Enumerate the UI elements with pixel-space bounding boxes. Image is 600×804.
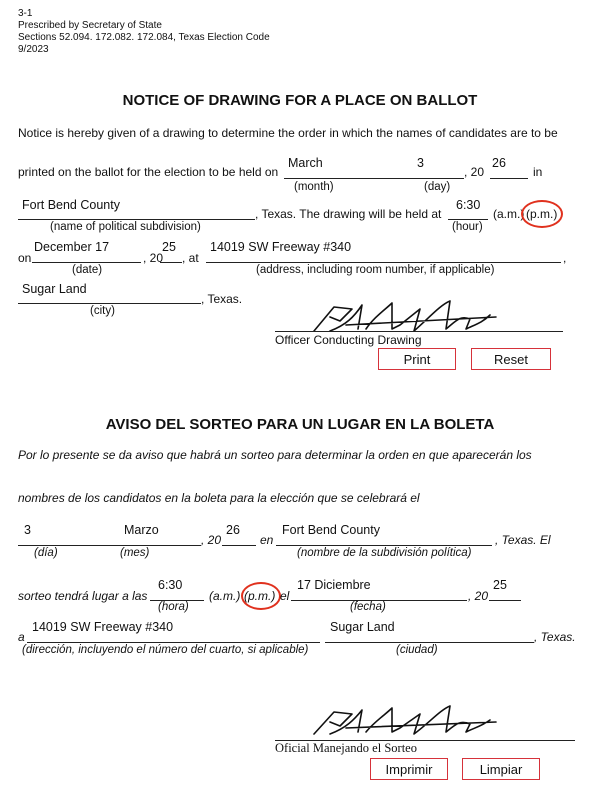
- pm-option[interactable]: (p.m.): [526, 207, 558, 221]
- spanish-month-label: (mes): [120, 547, 150, 559]
- english-comma-20: , 20: [464, 165, 485, 179]
- spanish-date-20: , 20: [468, 589, 489, 603]
- spanish-pm-selected-circle: [241, 582, 281, 610]
- imprimir-button[interactable]: Imprimir: [370, 758, 448, 780]
- spanish-date-label: (fecha): [350, 601, 386, 613]
- english-texas-drawing-text: , Texas. The drawing will be held at: [255, 207, 442, 221]
- spanish-a-text: a: [18, 630, 25, 644]
- spanish-date-year-field[interactable]: 25: [493, 578, 507, 592]
- spanish-en-text: en: [260, 533, 274, 547]
- month-label: (month): [294, 181, 334, 193]
- english-texas-end: , Texas.: [201, 292, 243, 306]
- english-address-comma: ,: [563, 251, 567, 265]
- date-label: (date): [72, 264, 103, 276]
- spanish-month-field[interactable]: Marzo: [124, 523, 159, 537]
- election-day-field[interactable]: 3: [417, 156, 424, 170]
- spanish-pm-option[interactable]: (p.m.): [244, 589, 276, 603]
- form-number: 3-1: [18, 8, 33, 19]
- spanish-address-field[interactable]: 14019 SW Freeway #340: [32, 620, 174, 634]
- english-address-field[interactable]: 14019 SW Freeway #340: [210, 240, 352, 254]
- spanish-city-field[interactable]: Sugar Land: [330, 620, 395, 634]
- officer-caption: Officer Conducting Drawing: [275, 333, 422, 347]
- spanish-hour-field[interactable]: 6:30: [158, 578, 183, 592]
- spanish-sorteo-text: sorteo tendrá lugar a las: [18, 589, 148, 603]
- pm-selected-circle: [521, 200, 563, 228]
- english-in-text: in: [533, 165, 543, 179]
- spanish-year-field[interactable]: 26: [226, 523, 240, 537]
- english-date-year-field[interactable]: 25: [162, 240, 176, 254]
- spanish-intro2: nombres de los candidatos en la boleta para la elección que se celebrará el: [18, 491, 420, 505]
- spanish-city-label: (ciudad): [396, 644, 438, 656]
- print-button[interactable]: Print: [378, 348, 456, 370]
- revision-date: 9/2023: [18, 44, 49, 55]
- english-hour-field[interactable]: 6:30: [456, 198, 481, 212]
- city-label: (city): [90, 305, 115, 317]
- english-date-20: , 20: [143, 251, 164, 265]
- english-title: NOTICE OF DRAWING FOR A PLACE ON BALLOT: [122, 92, 478, 109]
- english-on-text: on: [18, 251, 32, 265]
- subdivision-label: (name of political subdivision): [50, 221, 201, 233]
- english-at-text: , at: [182, 251, 199, 265]
- spanish-am-option[interactable]: (a.m.): [209, 589, 241, 603]
- spanish-day-label: (día): [34, 547, 58, 559]
- english-date-field[interactable]: December 17: [34, 240, 110, 254]
- oficial-signature: [300, 702, 500, 742]
- prescribed-by: Prescribed by Secretary of State: [18, 20, 162, 31]
- election-year-field[interactable]: 26: [492, 156, 506, 170]
- english-intro: Notice is hereby given of a drawing to determine the order in which the names of candidates are to be: [18, 126, 558, 140]
- spanish-title: AVISO DEL SORTEO PARA UN LUGAR EN LA BOLETA: [105, 416, 495, 433]
- spanish-intro: Por lo presente se da aviso que habrá un sorteo para determinar la orden en que aparecerán los: [18, 448, 532, 462]
- english-city-field[interactable]: Sugar Land: [22, 282, 87, 296]
- day-label: (day): [424, 181, 451, 193]
- spanish-address-label: (dirección, incluyendo el número del cuarto, si aplicable): [22, 644, 309, 656]
- spanish-texas-el: , Texas. El: [495, 533, 551, 547]
- spanish-el-text: el: [280, 589, 290, 603]
- oficial-caption: Oficial Manejando el Sorteo: [275, 741, 417, 755]
- am-option[interactable]: (a.m.): [493, 207, 525, 221]
- spanish-subdivision-field[interactable]: Fort Bend County: [282, 523, 380, 537]
- spanish-texas-end: , Texas.: [534, 630, 576, 644]
- code-sections: Sections 52.094. 172.082. 172.084, Texas Election Code: [18, 32, 270, 43]
- reset-button[interactable]: Reset: [471, 348, 551, 370]
- spanish-comma-20: , 20: [201, 533, 222, 547]
- english-printed-text: printed on the ballot for the election to be held on: [18, 165, 279, 179]
- address-label: (address, including room number, if applicable): [256, 264, 495, 276]
- limpiar-button[interactable]: Limpiar: [462, 758, 540, 780]
- spanish-hour-label: (hora): [158, 601, 189, 613]
- spanish-date-field[interactable]: 17 Diciembre: [297, 578, 371, 592]
- spanish-subdivision-label: (nombre de la subdivisión política): [297, 547, 472, 559]
- spanish-day-field[interactable]: 3: [24, 523, 31, 537]
- hour-label: (hour): [452, 221, 483, 233]
- english-subdivision-field[interactable]: Fort Bend County: [22, 198, 120, 212]
- election-month-field[interactable]: March: [288, 156, 323, 170]
